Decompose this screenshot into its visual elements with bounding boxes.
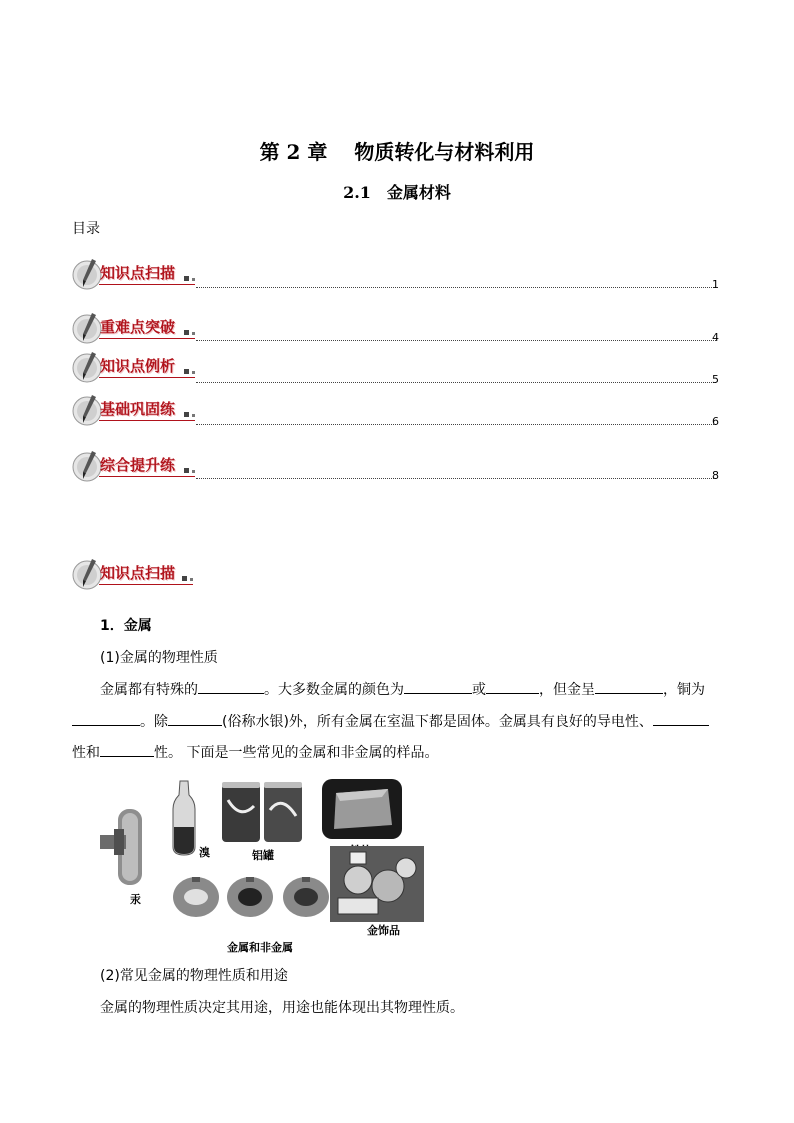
toc-badge-label: 知识点扫描 xyxy=(100,264,176,282)
paragraph-line-3: 性和 性。 下面是一些常见的金属和非金属的样品。 xyxy=(72,742,438,763)
toc-leader xyxy=(196,424,716,425)
brush-icon xyxy=(71,350,103,384)
toc-badge-label: 基础巩固练 xyxy=(100,400,176,418)
toc-badge-label: 知识点例析 xyxy=(100,357,176,375)
fill-blank[interactable] xyxy=(404,679,472,694)
caption-samples: 金属和非金属 xyxy=(227,941,293,954)
brush-icon xyxy=(71,449,103,483)
toc-badge-1[interactable] xyxy=(71,257,195,291)
toc-page-number: 4 xyxy=(712,331,719,344)
paragraph-line-4: 金属的物理性质决定其用途，用途也能体现出其物理性质。 xyxy=(100,1000,464,1016)
toc-page-number: 6 xyxy=(712,415,719,428)
toc-badge-label: 综合提升练 xyxy=(100,456,176,474)
fill-blank[interactable] xyxy=(198,679,264,694)
toc-badge-4[interactable] xyxy=(71,393,195,427)
content-heading: 1．金属 xyxy=(100,618,152,634)
toc-badge-3[interactable] xyxy=(71,350,195,384)
iron-block-photo xyxy=(322,779,402,839)
gold-jewelry-photo xyxy=(330,846,424,922)
caption-gold: 金饰品 xyxy=(367,924,400,937)
paragraph-line-1: 金属都有特殊的 。大多数金属的颜色为 或 ，但金呈 ，铜为 xyxy=(100,679,705,700)
toc-leader xyxy=(196,287,716,288)
fill-blank[interactable] xyxy=(100,742,154,757)
caption-cans: 铝罐 xyxy=(252,849,274,862)
chapter-title: 第 2 章 物质转化与材料利用 xyxy=(259,140,535,164)
brush-icon xyxy=(71,393,103,427)
caption-mercury: 汞 xyxy=(130,893,141,906)
brush-icon xyxy=(71,257,103,291)
dishes-photo xyxy=(172,873,332,919)
toc-leader xyxy=(196,478,716,479)
paragraph-line-2: 。除 (俗称水银)外，所有金属在室温下都是固体。金属具有良好的导电性、 xyxy=(72,711,709,732)
toc-title: 目录 xyxy=(72,221,100,237)
brush-icon xyxy=(71,311,103,345)
toc-badge-5[interactable] xyxy=(71,449,195,483)
fill-blank[interactable] xyxy=(72,711,140,726)
samples-figure xyxy=(100,777,425,959)
toc-leader xyxy=(196,382,716,383)
fill-blank[interactable] xyxy=(168,711,222,726)
section-badge xyxy=(71,557,193,591)
fill-blank[interactable] xyxy=(486,679,539,694)
fill-blank[interactable] xyxy=(595,679,663,694)
fill-blank[interactable] xyxy=(653,711,709,726)
mercury-photo xyxy=(100,799,150,891)
subsection-1: (1)金属的物理性质 xyxy=(100,650,218,666)
toc-page-number: 5 xyxy=(712,373,719,386)
toc-page-number: 1 xyxy=(712,278,719,291)
brush-icon xyxy=(71,557,103,591)
toc-badge-label: 重难点突破 xyxy=(100,318,176,336)
toc-badge-2[interactable] xyxy=(71,311,195,345)
bromine-photo xyxy=(171,779,197,857)
toc-leader xyxy=(196,340,716,341)
toc-page-number: 8 xyxy=(712,469,719,482)
subsection-2: (2)常见金属的物理性质和用途 xyxy=(100,968,288,984)
section-badge-label: 知识点扫描 xyxy=(100,564,176,582)
section-title: 2.1 金属材料 xyxy=(343,183,451,202)
cans-photo xyxy=(220,780,306,844)
caption-bromine: 溴 xyxy=(199,846,210,859)
